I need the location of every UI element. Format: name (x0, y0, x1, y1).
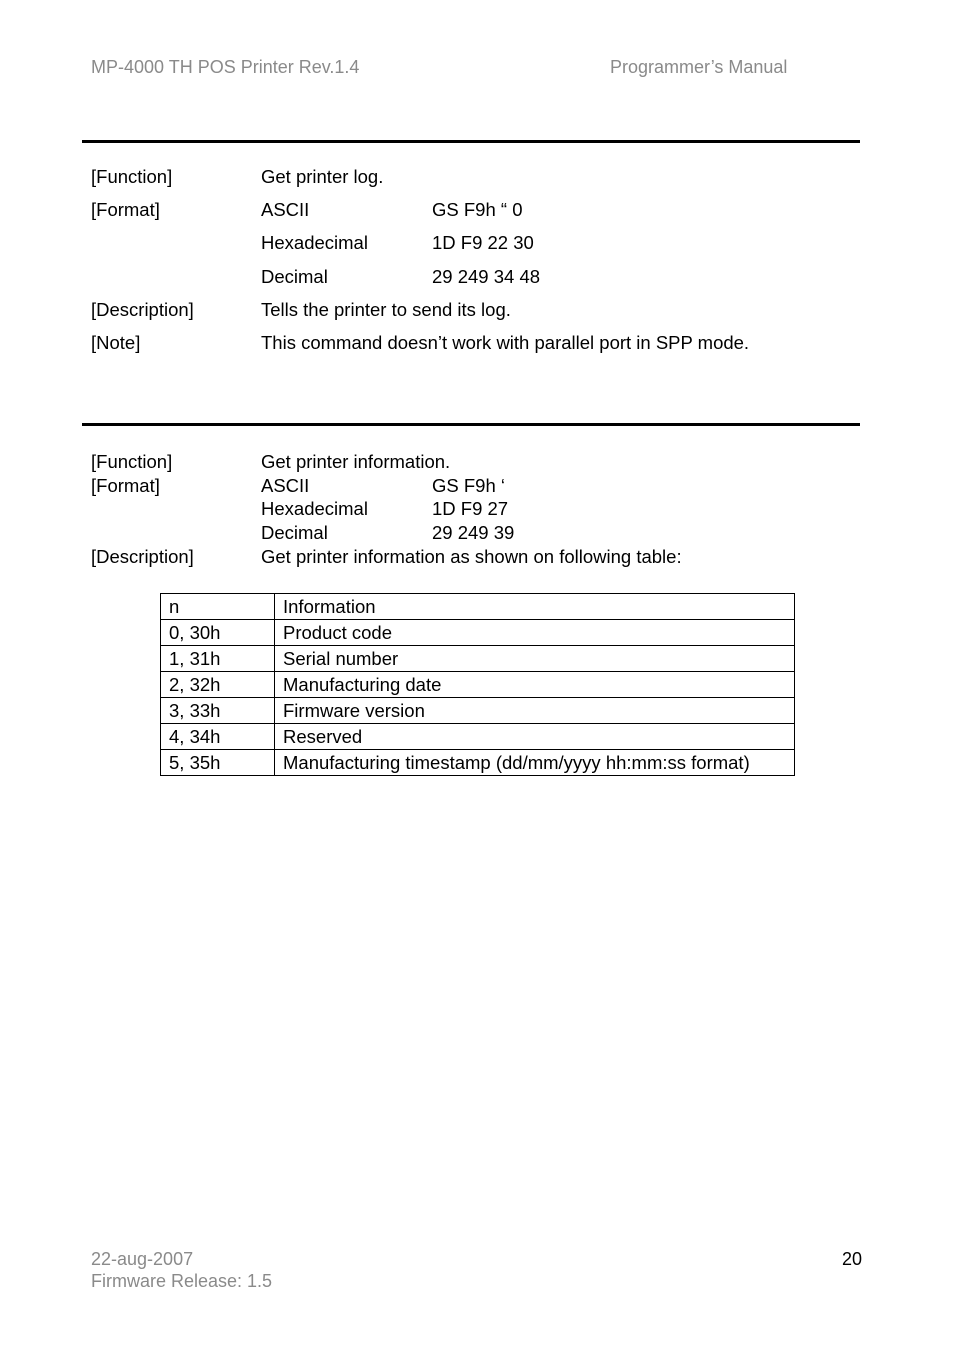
table-header-row (161, 594, 795, 620)
table-cell-n: 2, 32h (161, 672, 275, 698)
table-cell-information: Product code (275, 620, 795, 646)
section-divider (82, 423, 860, 426)
format-type-decimal: Decimal (261, 266, 328, 287)
format-value-ascii: GS F9h ‘ (432, 475, 505, 496)
table-cell-information: Serial number (275, 646, 795, 672)
function-label: [Function] (91, 166, 173, 187)
printer-information-table (160, 593, 795, 776)
table-cell-information: Firmware version (275, 698, 795, 724)
format-type-ascii: ASCII (261, 475, 310, 496)
description-value: Tells the printer to send its log. (261, 299, 511, 320)
format-type-hex: Hexadecimal (261, 232, 368, 253)
table-row (161, 672, 795, 698)
format-value-decimal: 29 249 39 (432, 522, 515, 543)
format-label: [Format] (91, 475, 160, 496)
header-document-title: MP-4000 TH POS Printer Rev.1.4 (91, 57, 360, 77)
footer-date: 22-aug-2007 (91, 1249, 194, 1269)
format-value-hex: 1D F9 27 (432, 498, 509, 519)
table-row (161, 698, 795, 724)
function-value: Get printer information. (261, 451, 451, 472)
page-number: 20 (842, 1249, 863, 1269)
format-value-ascii: GS F9h “ 0 (432, 199, 523, 220)
table-cell-n: 1, 31h (161, 646, 275, 672)
format-value-hex: 1D F9 22 30 (432, 232, 534, 253)
section-divider (82, 140, 860, 143)
table-row (161, 646, 795, 672)
table-cell-information: Reserved (275, 724, 795, 750)
table-cell-n: 4, 34h (161, 724, 275, 750)
format-type-ascii: ASCII (261, 199, 310, 220)
format-label: [Format] (91, 199, 160, 220)
table-cell-information: Manufacturing timestamp (dd/mm/yyyy hh:mm:ss format) (275, 750, 795, 776)
table-row (161, 620, 795, 646)
table-cell-n: 0, 30h (161, 620, 275, 646)
format-type-hex: Hexadecimal (261, 498, 368, 519)
description-label: [Description] (91, 546, 194, 567)
table-header-n: n (161, 594, 275, 620)
table-row (161, 750, 795, 776)
footer-firmware-release: Firmware Release: 1.5 (91, 1271, 273, 1291)
function-label: [Function] (91, 451, 173, 472)
description-label: [Description] (91, 299, 194, 320)
table-row (161, 724, 795, 750)
function-value: Get printer log. (261, 166, 384, 187)
description-value: Get printer information as shown on following table: (261, 546, 682, 567)
table-header-information: Information (275, 594, 795, 620)
header-manual-title: Programmer’s Manual (610, 57, 788, 77)
table-cell-information: Manufacturing date (275, 672, 795, 698)
note-label: [Note] (91, 332, 141, 353)
format-type-decimal: Decimal (261, 522, 328, 543)
note-value: This command doesn’t work with parallel port in SPP mode. (261, 332, 750, 353)
table-cell-n: 5, 35h (161, 750, 275, 776)
format-value-decimal: 29 249 34 48 (432, 266, 541, 287)
table-cell-n: 3, 33h (161, 698, 275, 724)
